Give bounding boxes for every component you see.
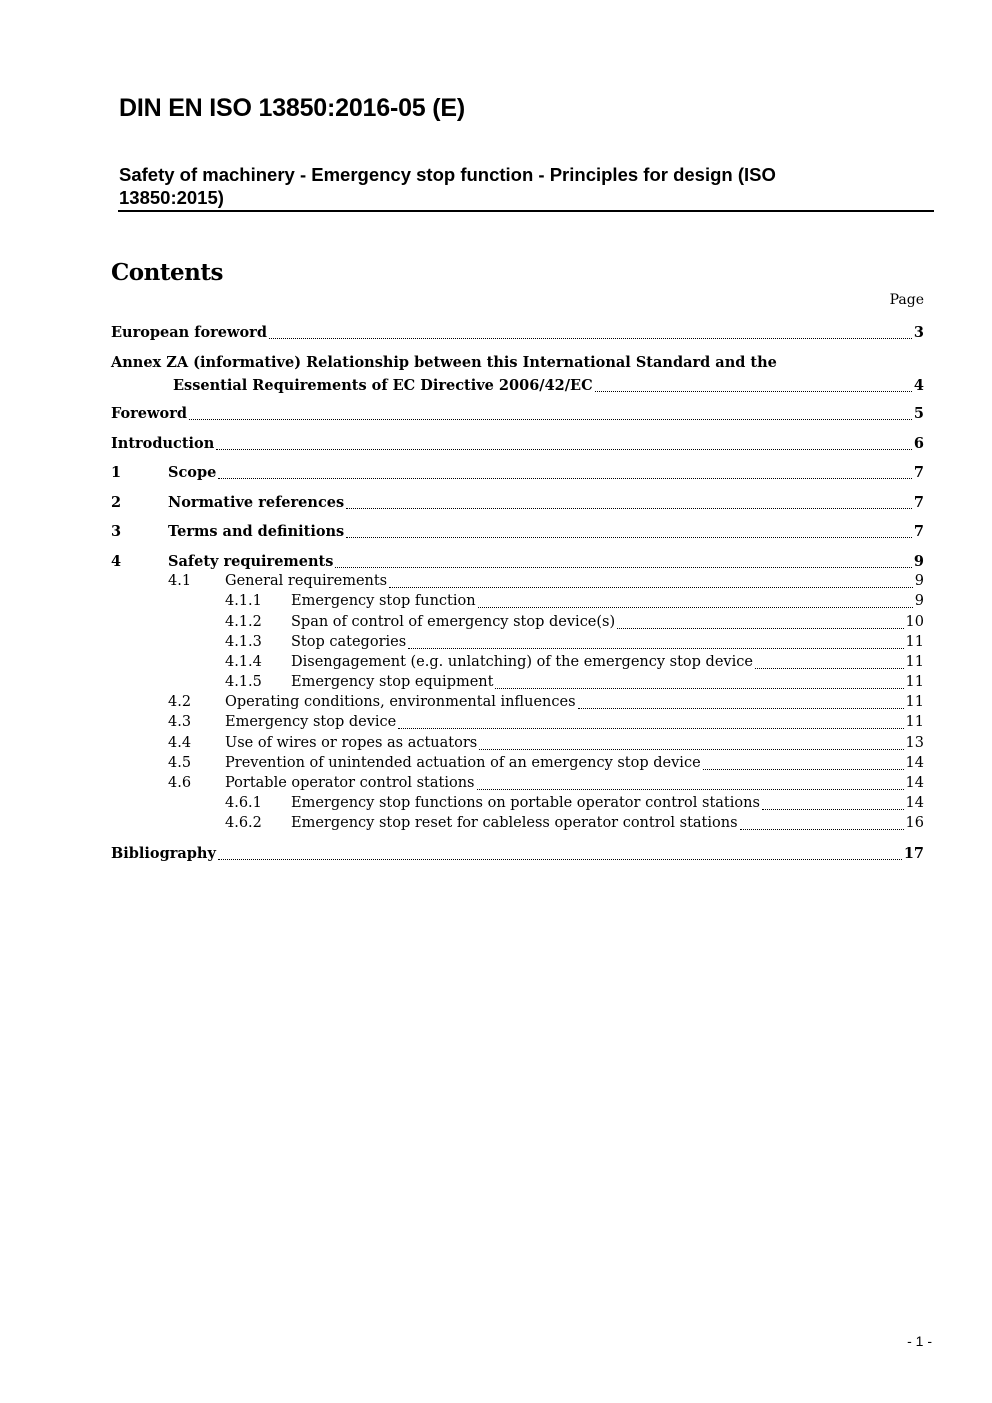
toc-entry-page: 4 (913, 377, 924, 394)
toc-entry-text: Stop categories (291, 634, 407, 650)
toc-entry-page: 9 (914, 573, 924, 589)
toc-entry-text: Normative references (168, 494, 345, 511)
toc-entry-european-foreword[interactable] (111, 324, 924, 344)
toc-entry-page: 10 (905, 614, 924, 630)
toc-leader-dots (479, 748, 903, 750)
toc-leader-dots (755, 667, 904, 669)
toc-entry-number: 4.6 (168, 775, 192, 791)
toc-entry-page: 14 (905, 775, 924, 791)
toc-entry-page: 5 (913, 405, 924, 422)
toc-entry-annex-za-line1[interactable]: Annex ZA (informative) Relationship between this International Standard and the (111, 354, 777, 371)
toc-leader-dots (703, 768, 904, 770)
toc-leader-dots (346, 507, 912, 509)
toc-leader-dots (389, 586, 913, 588)
toc-leader-dots (269, 337, 912, 339)
toc-entry-foreword[interactable] (111, 405, 924, 425)
page-number: - 1 - (907, 1333, 932, 1349)
toc-entry-page: 3 (913, 324, 924, 341)
toc-entry-page: 9 (914, 593, 924, 609)
toc-leader-dots (617, 627, 903, 629)
toc-entry-4-1-3[interactable] (111, 634, 924, 654)
page-column-label: Page (889, 292, 924, 308)
toc-leader-dots (740, 828, 904, 830)
toc-entry-page: 14 (905, 755, 924, 771)
toc-entry-4-2[interactable] (111, 694, 924, 714)
toc-leader-dots (346, 536, 912, 538)
toc-entry-safety-requirements[interactable] (111, 553, 924, 573)
toc-entry-text: Use of wires or ropes as actuators (225, 735, 478, 751)
toc-entry-page: 7 (913, 523, 924, 540)
toc-entry-number: 4 (111, 553, 122, 570)
toc-leader-dots (478, 606, 913, 608)
toc-entry-introduction[interactable] (111, 435, 924, 455)
toc-leader-dots (398, 727, 903, 729)
toc-entry-page: 11 (905, 654, 924, 670)
toc-entry-text: Portable operator control stations (225, 775, 475, 791)
document-subtitle: Safety of machinery - Emergency stop function - Principles for design (ISO 13850:2015) (119, 164, 776, 208)
toc-entry-text: Foreword (111, 405, 187, 422)
toc-entry-4-4[interactable] (111, 735, 924, 755)
toc-entry-number: 4.2 (168, 694, 192, 710)
toc-leader-dots (335, 566, 912, 568)
toc-entry-4-3[interactable] (111, 714, 924, 734)
toc-leader-dots (218, 858, 902, 860)
toc-entry-page: 16 (905, 815, 924, 831)
toc-entry-page: 11 (905, 634, 924, 650)
toc-entry-annex-za[interactable] (111, 377, 924, 397)
contents-heading: Contents (111, 259, 223, 286)
toc-entry-number: 4.3 (168, 714, 192, 730)
toc-entry-text: Emergency stop function (291, 593, 476, 609)
toc-entry-4-5[interactable] (111, 755, 924, 775)
toc-entry-page: 7 (913, 464, 924, 481)
toc-entry-page: 11 (905, 694, 924, 710)
toc-entry-text: General requirements (225, 573, 388, 589)
toc-entry-number: 1 (111, 464, 122, 481)
toc-entry-page: 13 (905, 735, 924, 751)
toc-entry-number: 4.1.5 (225, 674, 262, 690)
toc-entry-number: 2 (111, 494, 122, 511)
toc-entry-text: Bibliography (111, 845, 216, 862)
toc-entry-page: 17 (903, 845, 924, 862)
toc-entry-text: Emergency stop device (225, 714, 397, 730)
toc-entry-terms-definitions[interactable] (111, 523, 924, 543)
toc-entry-page: 7 (913, 494, 924, 511)
toc-entry-text: Safety requirements (168, 553, 334, 570)
toc-entry-page: 14 (905, 795, 924, 811)
toc-entry-4-6[interactable] (111, 775, 924, 795)
toc-entry-text: Emergency stop functions on portable operator control stations (291, 795, 760, 811)
toc-entry-4-1[interactable] (111, 573, 924, 593)
toc-entry-normative-references[interactable] (111, 494, 924, 514)
toc-entry-number: 4.4 (168, 735, 192, 751)
toc-leader-dots (477, 788, 904, 790)
toc-leader-dots (218, 477, 912, 479)
toc-leader-dots (216, 448, 912, 450)
toc-entry-text: Disengagement (e.g. unlatching) of the emergency stop device (291, 654, 753, 670)
toc-leader-dots (408, 647, 903, 649)
toc-leader-dots (762, 808, 904, 810)
toc-entry-bibliography[interactable] (111, 845, 924, 865)
toc-entry-4-6-1[interactable] (111, 795, 924, 815)
toc-entry-text: Emergency stop reset for cableless operator control stations (291, 815, 738, 831)
toc-entry-text: Scope (168, 464, 217, 481)
toc-leader-dots (578, 707, 904, 709)
toc-entry-page: 6 (913, 435, 924, 452)
toc-entry-text: Operating conditions, environmental influences (225, 694, 576, 710)
toc-entry-text: Emergency stop equipment (291, 674, 494, 690)
toc-entry-4-1-2[interactable] (111, 614, 924, 634)
toc-entry-text: European foreword (111, 324, 267, 341)
toc-entry-page: 11 (905, 714, 924, 730)
toc-entry-4-1-5[interactable] (111, 674, 924, 694)
toc-entry-4-1-1[interactable] (111, 593, 924, 613)
toc-entry-number: 4.1.1 (225, 593, 262, 609)
toc-leader-dots (495, 687, 903, 689)
document-title: DIN EN ISO 13850:2016-05 (E) (119, 94, 465, 122)
toc-entry-number: 4.5 (168, 755, 192, 771)
toc-entry-number: 4.1 (168, 573, 192, 589)
toc-entry-number: 4.1.2 (225, 614, 262, 630)
toc-entry-text: Essential Requirements of EC Directive 2006/42/EC (173, 377, 593, 394)
toc-entry-number: 4.6.1 (225, 795, 262, 811)
toc-entry-number: 4.1.3 (225, 634, 262, 650)
toc-entry-number: 4.1.4 (225, 654, 262, 670)
toc-entry-text: Terms and definitions (168, 523, 345, 540)
toc-entry-number: 3 (111, 523, 122, 540)
toc-entry-text: Span of control of emergency stop device(s) (291, 614, 616, 630)
toc-entry-scope[interactable] (111, 464, 924, 484)
toc-leader-dots (595, 390, 912, 392)
toc-entry-page: 9 (913, 553, 924, 570)
toc-leader-dots (189, 418, 912, 420)
toc-entry-text: Prevention of unintended actuation of an emergency stop device (225, 755, 701, 771)
toc-entry-4-1-4[interactable] (111, 654, 924, 674)
toc-entry-page: 11 (905, 674, 924, 690)
toc-entry-4-6-2[interactable] (111, 815, 924, 835)
title-divider (118, 210, 934, 212)
toc-entry-text: Introduction (111, 435, 215, 452)
toc-entry-number: 4.6.2 (225, 815, 262, 831)
